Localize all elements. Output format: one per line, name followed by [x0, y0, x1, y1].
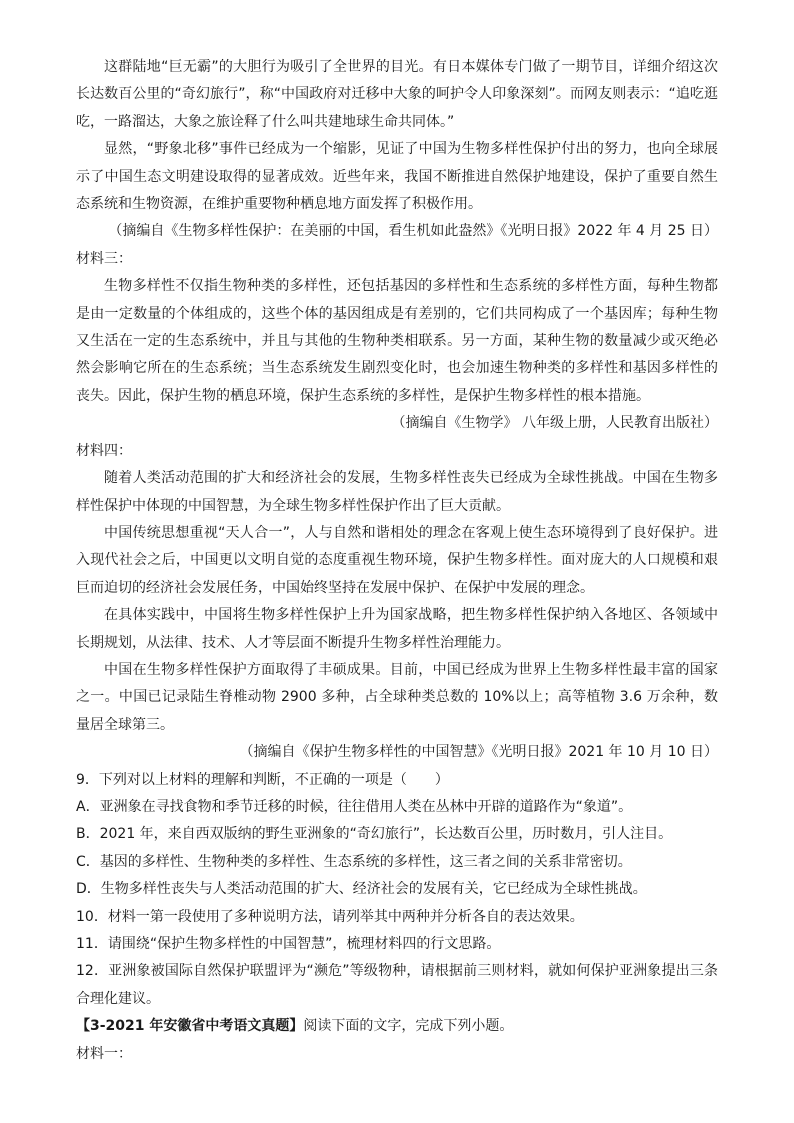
paragraph: 随着人类活动范围的扩大和经济社会的发展，生物多样性丧失已经成为全球性挑战。中国在生物多样性保护中体现的中国智慧，为全球生物多样性保护作出了巨大贡献。 [76, 470, 718, 514]
material-label: 材料三： [76, 250, 132, 267]
option-b: B．2021 年，来自西双版纳的野生亚洲象的“奇幻旅行”，长达数百公里，历时数月，引人注目。 [76, 826, 673, 843]
paragraph: 中国传统思想重视“天人合一”，人与自然和谐相处的理念在客观上使生态环境得到了良好保护。进入现代社会之后，中国更以文明自觉的态度重视生物环境，保护生物多样性。面对庞大的人口规模和艰巨而迫切的经济社会发展任务，中国始终坚持在发展中保护、在保护中发展的理念。 [76, 524, 718, 596]
option-a: A．亚洲象在寻找食物和季节迁移的时候，往往借用人类在丛林中开辟的道路作为“象道”。 [76, 798, 633, 815]
paragraph: 显然，“野象北移”事件已经成为一个缩影，见证了中国为生物多样性保护付出的努力，也向全球展示了中国生态文明建设取得的显著成效。近些年来，我国不断推进自然保护地建设，保护了重要自然生态系统和生物资源，在维护重要物种栖息地方面发挥了积极作用。 [76, 141, 718, 213]
paragraph: 在具体实践中，中国将生物多样性保护上升为国家战略，把生物多样性保护纳入各地区、各领域中长期规划，从法律、技术、人才等层面不断提升生物多样性治理能力。 [76, 607, 718, 651]
question: 9．下列对以上材料的理解和判断，不正确的一项是（ ） [76, 771, 449, 788]
option-c: C．基因的多样性、生物种类的多样性、生态系统的多样性，这三者之间的关系非常密切。 [76, 853, 632, 870]
paragraph: 中国在生物多样性保护方面取得了丰硕成果。目前，中国已经成为世界上生物多样性最丰富的国家之一。中国已记录陆生脊椎动物 2900 多种，占全球种类总数的 10%以上；高等植物 3.6 万余种，数量居全球第三。 [76, 661, 718, 733]
option-d: D．生物多样性丧失与人类活动范围的扩大、经济社会的发展有关，它已经成为全球性挑战。 [76, 881, 647, 898]
material-label: 材料四： [76, 442, 132, 459]
section-heading [76, 1013, 718, 1040]
material-label: 材料一： [76, 1045, 132, 1062]
document-page [76, 54, 718, 1068]
section-title: 【3-2021 年安徽省中考语文真题】 [76, 1018, 304, 1035]
paragraph: 生物多样性不仅指生物种类的多样性，还包括基因的多样性和生态系统的多样性方面，每种生物都是由一定数量的个体组成的，这些个体的基因组成是有差别的，它们共同构成了一个基因库；每种生物又生活在一定的生态系统中，并且与其他的生物种类相联系。另一方面，某种生物的数量减少或灭绝必然会影响它所在的生态系统；当生态系统发生剧烈变化时，也会加速生物种类的多样性和基因多样性的丧失。因此，保护生物的栖息环境，保护生态系统的多样性，是保护生物多样性的根本措施。 [76, 278, 718, 404]
question: 10．材料一第一段使用了多种说明方法，请列举其中两种并分析各自的表达效果。 [76, 908, 584, 925]
source-citation: （摘编自《生物学》 八年级上册，人民教育出版社） [391, 415, 718, 432]
question: 12．亚洲象被国际自然保护联盟评为“濒危”等级物种，请根据前三则材料，就如何保护亚洲象提出三条合理化建议。 [76, 963, 718, 1007]
source-citation: （摘编自《保护生物多样性的中国智慧》《光明日报》2021 年 10 月 10 日） [239, 744, 718, 761]
section-instruction: 阅读下面的文字，完成下列小题。 [303, 1018, 514, 1035]
source-citation: （摘编自《生物多样性保护：在美丽的中国，看生机如此盎然》《光明日报》2022 年 4 月 25 日） [108, 223, 718, 240]
question: 11．请围绕“保护生物多样性的中国智慧”，梳理材料四的行文思路。 [76, 936, 501, 952]
paragraph: 这群陆地“巨无霸”的大胆行为吸引了全世界的目光。有日本媒体专门做了一期节目，详细介绍这次长达数百公里的“奇幻旅行”，称“中国政府对迁移中大象的呵护令人印象深刻”。而网友则表示：“追吃逛吃，一路溜达，大象之旅诠释了什么叫共建地球生命共同体。” [76, 59, 718, 130]
